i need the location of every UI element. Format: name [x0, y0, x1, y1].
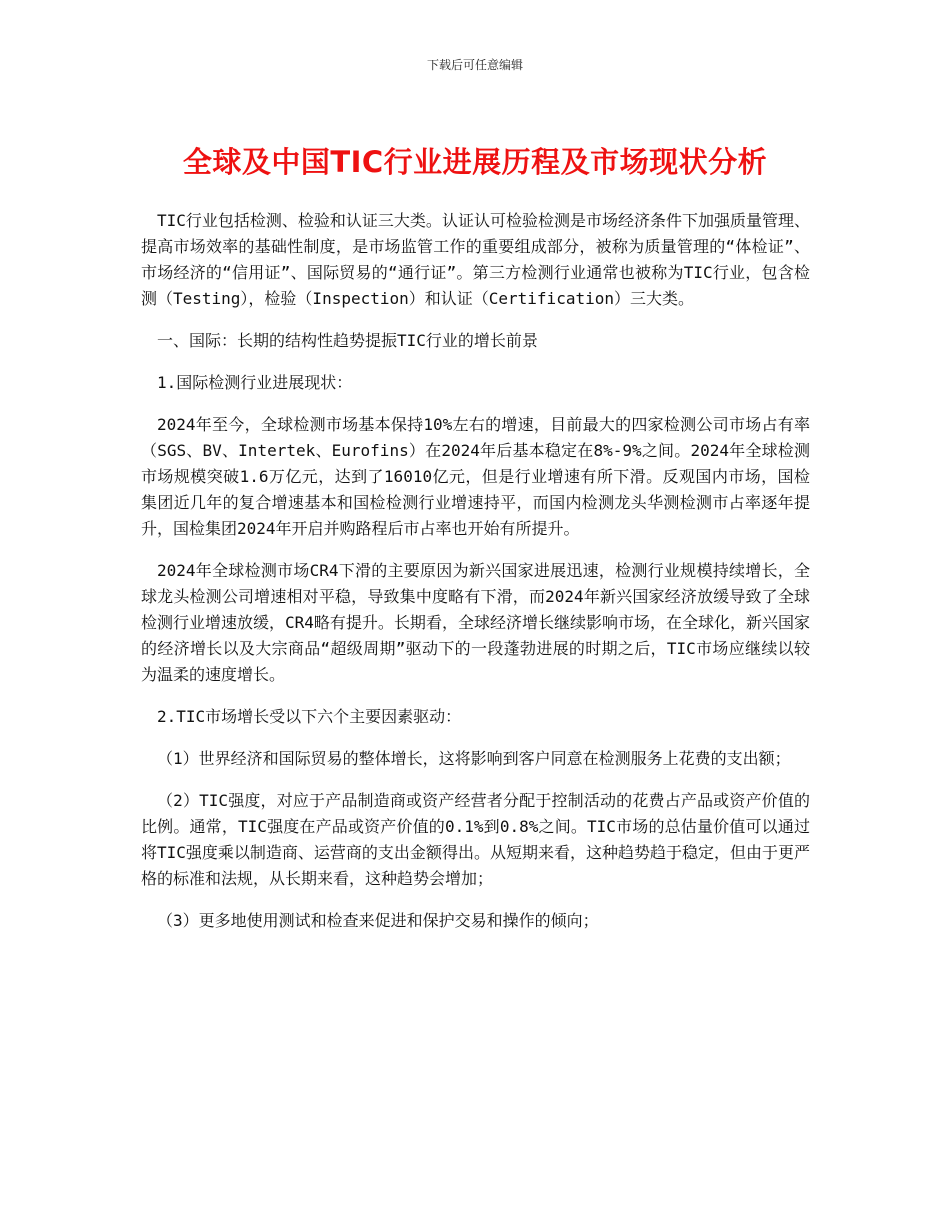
section-heading-international: 一、国际：长期的结构性趋势提振TIC行业的增长前景 [157, 331, 538, 350]
document-body [141, 208, 810, 950]
subsection-heading-status: 1.国际检测行业进展现状： [157, 373, 353, 392]
paragraph-cr4-decline: 2024年全球检测市场CR4下滑的主要原因为新兴国家进展迅速，检测行业规模持续增长，全球龙头检测公司增速相对平稳，导致集中度略有下滑，而2024年新兴国家经济放缓导致了全球检测行业增速放缓，CR4略有提升。长期看，全球经济增长继续影响市场，在全球化，新兴国家的经济增长以及大宗商品“超级周期”驱动下的一段蓬勃进展的时期之后，TIC市场应继续以较为温柔的速度增长。 [141, 561, 810, 684]
driver-item-2: （2）TIC强度，对应于产品制造商或资产经营者分配于控制活动的花费占产品或资产价值的比例。通常，TIC强度在产品或资产价值的0.1%到0.8%之间。TIC市场的总估量价值可以通过将TIC强度乘以制造商、运营商的支出金额得出。从短期来看，这种趋势趋于稳定，但由于更严格的标准和法规，从长期来看，这种趋势会增加； [141, 791, 810, 888]
page-title: 全球及中国TIC行业进展历程及市场现状分析 [182, 145, 768, 179]
header-note: 下载后可任意编辑 [426, 58, 523, 72]
driver-item-1: （1）世界经济和国际贸易的整体增长，这将影响到客户同意在检测服务上花费的支出额； [157, 749, 791, 768]
subsection-heading-drivers: 2.TIC市场增长受以下六个主要因素驱动： [157, 707, 462, 726]
driver-item-3: （3）更多地使用测试和检查来促进和保护交易和操作的倾向； [157, 911, 599, 930]
intro-paragraph: TIC行业包括检测、检验和认证三大类。认证认可检验检测是市场经济条件下加强质量管理、提高市场效率的基础性制度，是市场监管工作的重要组成部分，被称为质量管理的“体检证”、市场经济的“信用证”、国际贸易的“通行证”。第三方检测行业通常也被称为TIC行业，包含检测（Testing），检验（Inspection）和认证（Certification）三大类。 [141, 211, 810, 308]
paragraph-market-status: 2024年至今，全球检测市场基本保持10%左右的增速，目前最大的四家检测公司市场占有率（SGS、BV、Intertek、Eurofins）在2024年后基本稳定在8%-9%之间。2024年全球检测市场规模突破1.6万亿元，达到了16010亿元，但是行业增速有所下滑。反观国内市场，国检集团近几年的复合增速基本和国检检测行业增速持平，而国内检测龙头华测检测市占率逐年提升，国检集团2024年开启并购路程后市占率也开始有所提升。 [141, 415, 810, 538]
